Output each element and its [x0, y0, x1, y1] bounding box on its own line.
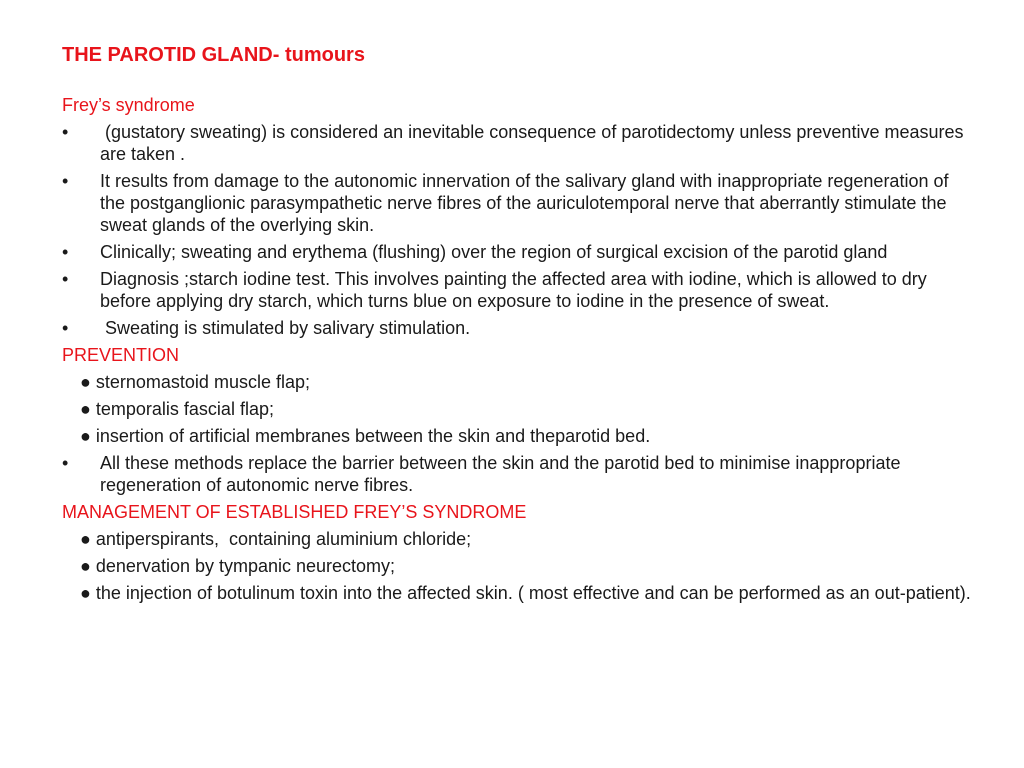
- bullet-text: Sweating is stimulated by salivary stimulation.: [100, 318, 471, 338]
- slide-content: [62, 90, 972, 609]
- bullet-marker: •: [62, 453, 69, 473]
- slide-title: THE PAROTID GLAND- tumours: [62, 44, 365, 66]
- dot-item: [62, 425, 972, 447]
- bullet-item: [62, 121, 972, 165]
- dot-text: temporalis fascial flap;: [95, 399, 274, 419]
- bullet-item: [62, 241, 972, 263]
- bullet-marker: •: [62, 242, 69, 262]
- dot-marker: ●: [80, 372, 91, 392]
- bullet-text: Clinically; sweating and erythema (flushing) over the region of surgical excision of the parotid gland: [100, 242, 888, 262]
- bullet-text: All these methods replace the barrier between the skin and the parotid bed to minimise inappropriate regeneration of autonomic nerve fibres.: [100, 453, 901, 495]
- bullet-item: [62, 170, 972, 236]
- section-heading-prevention: PREVENTION: [62, 345, 180, 365]
- bullet-marker: •: [62, 318, 69, 338]
- dot-text: insertion of artificial membranes between the skin and theparotid bed.: [95, 426, 651, 446]
- bullet-text: (gustatory sweating) is considered an inevitable consequence of parotidectomy unless preventive measures are taken .: [100, 122, 969, 164]
- bullet-text: It results from damage to the autonomic innervation of the salivary gland with inappropriate regeneration of the postganglionic parasympathetic nerve fibres of the auriculotemporal nerve that aberrantly stimulate the sweat glands of the overlying skin.: [100, 171, 949, 235]
- dot-item: [62, 371, 972, 393]
- dot-marker: ●: [80, 583, 91, 603]
- dot-marker: ●: [80, 556, 91, 576]
- bullet-marker: •: [62, 171, 69, 191]
- section-heading-freys: Frey’s syndrome: [62, 95, 195, 115]
- bullet-item: [62, 452, 972, 496]
- dot-marker: ●: [80, 426, 91, 446]
- bullet-marker: •: [62, 269, 69, 289]
- dot-item: [62, 528, 972, 550]
- bullet-item: [62, 268, 972, 312]
- section-heading-management: MANAGEMENT OF ESTABLISHED FREY’S SYNDROME: [62, 502, 527, 522]
- dot-text: sternomastoid muscle flap;: [95, 372, 310, 392]
- dot-text: the injection of botulinum toxin into the affected skin. ( most effective and can be performed as an out-patient).: [95, 583, 971, 603]
- dot-item: [62, 398, 972, 420]
- bullet-marker: •: [62, 122, 69, 142]
- bullet-text: Diagnosis ;starch iodine test. This involves painting the affected area with iodine, which is allowed to dry before applying dry starch, which turns blue on exposure to iodine in the presence of sweat.: [100, 269, 927, 311]
- dot-item: [62, 582, 972, 604]
- dot-marker: ●: [80, 529, 91, 549]
- bullet-item: [62, 317, 972, 339]
- dot-text: denervation by tympanic neurectomy;: [95, 556, 396, 576]
- dot-marker: ●: [80, 399, 91, 419]
- dot-text: antiperspirants, containing aluminium chloride;: [95, 529, 472, 549]
- dot-item: [62, 555, 972, 577]
